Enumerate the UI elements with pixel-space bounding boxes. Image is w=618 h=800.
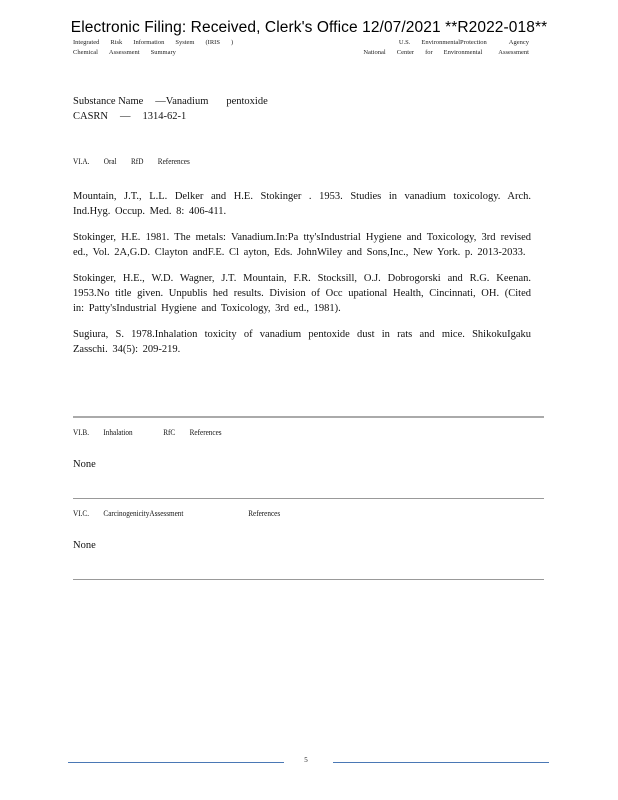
section-number: VI.B. — [73, 428, 90, 437]
header-right-line2 — [352, 48, 529, 58]
section-word: RfD — [130, 157, 144, 166]
header-word: EnvironmentalProtection — [421, 39, 487, 46]
header-word: Chemical — [73, 49, 98, 56]
inhalation-body: None — [73, 459, 96, 470]
header-word: Assessment — [498, 49, 529, 56]
substance-name-value: Vanadium — [165, 96, 209, 107]
header-right-line1 — [352, 38, 529, 48]
reference-item: Stokinger, H.E., W.D. Wagner, J.T. Mountain, F.R. Stocksill, O.J. Dobrogorski and R.G. Keenan. 1953.No title given. Unpublis hed results. Division of Occ upational Health, Cincinnati, OH. (Cited in: Patty'sIndustrial Hygiene and Toxicology, 3rd ed., 1981). — [73, 273, 531, 314]
reference-list — [73, 189, 531, 368]
substance-name-separator: — — [155, 96, 166, 107]
casrn-separator: — — [120, 111, 131, 122]
header-word: Information — [133, 39, 165, 46]
substance-name-value-2: pentoxide — [226, 96, 268, 107]
header-word: System — [175, 39, 195, 46]
section-word: Inhalation — [103, 428, 133, 437]
section-word: CarcinogenicityAssessment — [103, 509, 184, 518]
header-word: Center — [396, 49, 415, 56]
page-number: 5 — [304, 756, 308, 764]
header-word: (IRIS — [205, 39, 220, 46]
section-divider — [73, 579, 544, 580]
header-word: ) — [230, 39, 234, 46]
section-number: VI.C. — [73, 509, 90, 518]
header-word: U.S. — [398, 39, 411, 46]
substance-block — [73, 94, 531, 124]
substance-name-label: Substance Name — [73, 96, 144, 107]
substance-name-line — [73, 94, 531, 109]
section-title-oral — [73, 157, 204, 166]
header-left-line1 — [73, 38, 244, 48]
section-word: References — [248, 509, 281, 518]
reference-item: Sugiura, S. 1978.Inhalation toxicity of vanadium pentoxide dust in rats and mice. ShikokuIgaku Zasschi. 34(5): 209-219. — [73, 329, 531, 355]
header-left-line2 — [73, 48, 244, 58]
section-number: VI.A. — [73, 157, 90, 166]
header-right — [352, 38, 529, 58]
section-divider — [73, 498, 544, 499]
carcinogenicity-body: None — [73, 540, 96, 551]
casrn-line — [73, 109, 531, 124]
reference-item: Mountain, J.T., L.L. Delker and H.E. Stokinger . 1953. Studies in vanadium toxicology. Arch. Ind.Hyg. Occup. Med. 8: 406-411. — [73, 191, 531, 217]
header-word: National — [363, 49, 386, 56]
footer-rule-right — [333, 762, 549, 763]
reference-item: Stokinger, H.E. 1981. The metals: Vanadium.In:Pa tty'sIndustrial Hygiene and Toxicology, 3rd revised ed., Vol. 2A,G.D. Clayton andF.E. Cl ayton, Eds. JohnWiley and Sons,Inc., New York. p. 2013-2033. — [73, 232, 531, 258]
section-title-inhalation — [73, 428, 236, 437]
header-word: Summary — [150, 49, 176, 56]
header-word: Agency — [508, 39, 529, 46]
header-word: Environmental — [443, 49, 483, 56]
header-word: for — [425, 49, 433, 56]
header-word: Assessment — [108, 49, 140, 56]
section-word: References — [157, 157, 190, 166]
casrn-label: CASRN — [73, 111, 109, 122]
section-word: References — [189, 428, 222, 437]
footer-rule-left — [68, 762, 284, 763]
section-word: Oral — [103, 157, 117, 166]
header-left — [73, 38, 244, 58]
header-word: Risk — [110, 39, 123, 46]
section-divider — [73, 416, 544, 418]
filing-stamp: Electronic Filing: Received, Clerk's Office 12/07/2021 **R2022-018** — [70, 19, 548, 36]
casrn-value: 1314-62-1 — [142, 111, 187, 122]
section-word: RfC — [163, 428, 176, 437]
header-word: Integrated — [73, 39, 100, 46]
section-title-carcinogenicity — [73, 509, 295, 518]
